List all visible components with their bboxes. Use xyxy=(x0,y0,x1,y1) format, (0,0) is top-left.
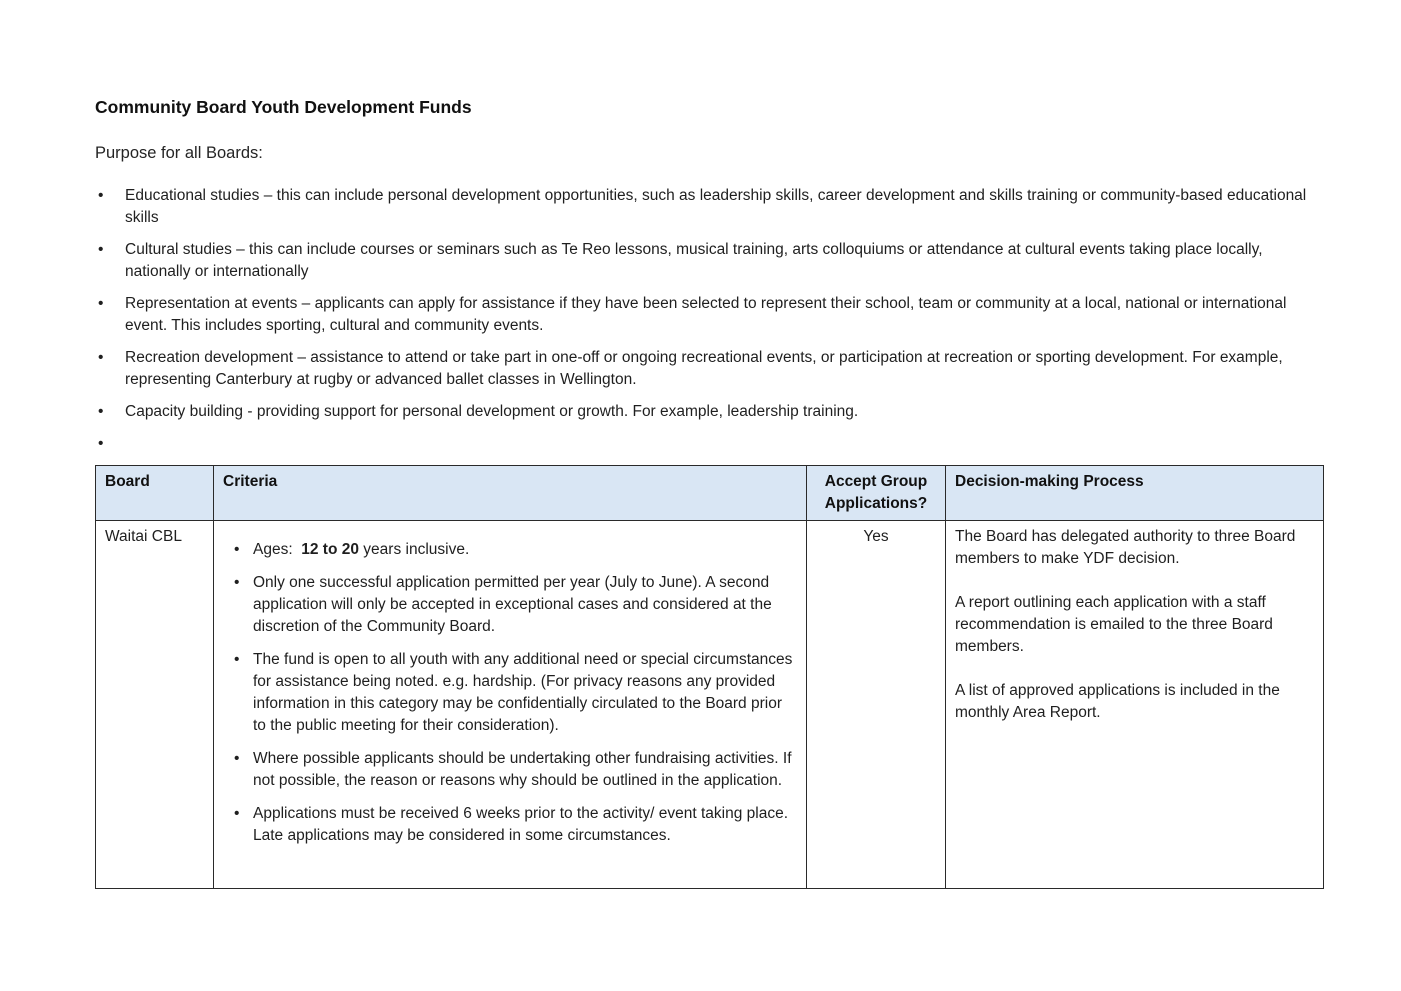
criteria-text-bold: 12 to 20 xyxy=(301,541,359,558)
decision-paragraph: The Board has delegated authority to three Board members to make YDF decision. xyxy=(955,528,1296,567)
purpose-list xyxy=(95,185,1323,455)
purpose-item-text: Cultural studies – this can include courses or seminars such as Te Reo lessons, musical training, arts colloquiums or attendance at cultural events taking place locally, nationally or internationally xyxy=(125,241,1263,280)
purpose-item-representation xyxy=(95,293,1323,337)
criteria-item-one-application xyxy=(234,572,794,638)
purpose-item-capacity xyxy=(95,401,1323,423)
criteria-text: Where possible applicants should be undertaking other fundraising activities. If not possible, the reason or reasons why should be outlined in the application. xyxy=(253,750,792,789)
document-title: Community Board Youth Development Funds xyxy=(95,97,472,117)
decision-process-cell xyxy=(946,521,1324,889)
criteria-list xyxy=(234,539,794,847)
document-content xyxy=(95,96,1323,889)
purpose-item-cultural xyxy=(95,239,1323,283)
purpose-item-text: Representation at events – applicants can apply for assistance if they have been selected to represent their school, team or community at a local, national or international event. This includes sporting, cultural and community events. xyxy=(125,295,1287,334)
column-header-board: Board xyxy=(96,466,214,521)
purpose-item-recreation xyxy=(95,347,1323,391)
column-header-decision-process: Decision-making Process xyxy=(946,466,1324,521)
criteria-text: years inclusive. xyxy=(358,541,470,558)
criteria-item-open-to-all-youth xyxy=(234,649,794,737)
decision-paragraph: A report outlining each application with a staff recommendation is emailed to the three Board members. xyxy=(955,594,1273,655)
criteria-item-fundraising xyxy=(234,748,794,792)
purpose-heading: Purpose for all Boards: xyxy=(95,144,263,162)
purpose-item-text: Capacity building - providing support for personal development or growth. For example, leadership training. xyxy=(125,403,859,420)
criteria-item-six-weeks xyxy=(234,803,794,847)
column-header-criteria: Criteria xyxy=(214,466,807,521)
column-header-accept-group: Accept Group Applications? xyxy=(807,466,946,521)
boards-funding-table xyxy=(95,465,1324,889)
purpose-item-empty xyxy=(95,433,1323,455)
table-row-waitai-cbl xyxy=(96,521,1324,889)
table-header-row xyxy=(96,466,1324,521)
criteria-text: Applications must be received 6 weeks prior to the activity/ event taking place. Late applications may be considered in some circumstances. xyxy=(253,805,789,844)
accept-group-cell: Yes xyxy=(807,521,946,889)
criteria-cell xyxy=(214,521,807,889)
criteria-text: The fund is open to all youth with any additional need or special circumstances for assistance being noted. e.g. hardship. (For privacy reasons any provided information in this category may be confidentially circulated to the Board prior to the public meeting for their consideration). xyxy=(253,651,793,734)
criteria-text: Ages: xyxy=(253,541,302,558)
purpose-item-text: Educational studies – this can include personal development opportunities, such as leadership skills, career development and skills training or community-based educational skills xyxy=(125,187,1307,226)
board-name-cell: Waitai CBL xyxy=(96,521,214,889)
purpose-item-educational xyxy=(95,185,1323,229)
criteria-item-ages xyxy=(234,539,794,561)
purpose-item-text: Recreation development – assistance to attend or take part in one-off or ongoing recreational events, or participation at recreation or sporting development. For example, representing Canterbury at rugby or advanced ballet classes in Wellington. xyxy=(125,349,1283,388)
decision-paragraph: A list of approved applications is included in the monthly Area Report. xyxy=(955,682,1280,721)
criteria-text: Only one successful application permitted per year (July to June). A second application will only be accepted in exceptional cases and considered at the discretion of the Community Board. xyxy=(253,574,772,635)
